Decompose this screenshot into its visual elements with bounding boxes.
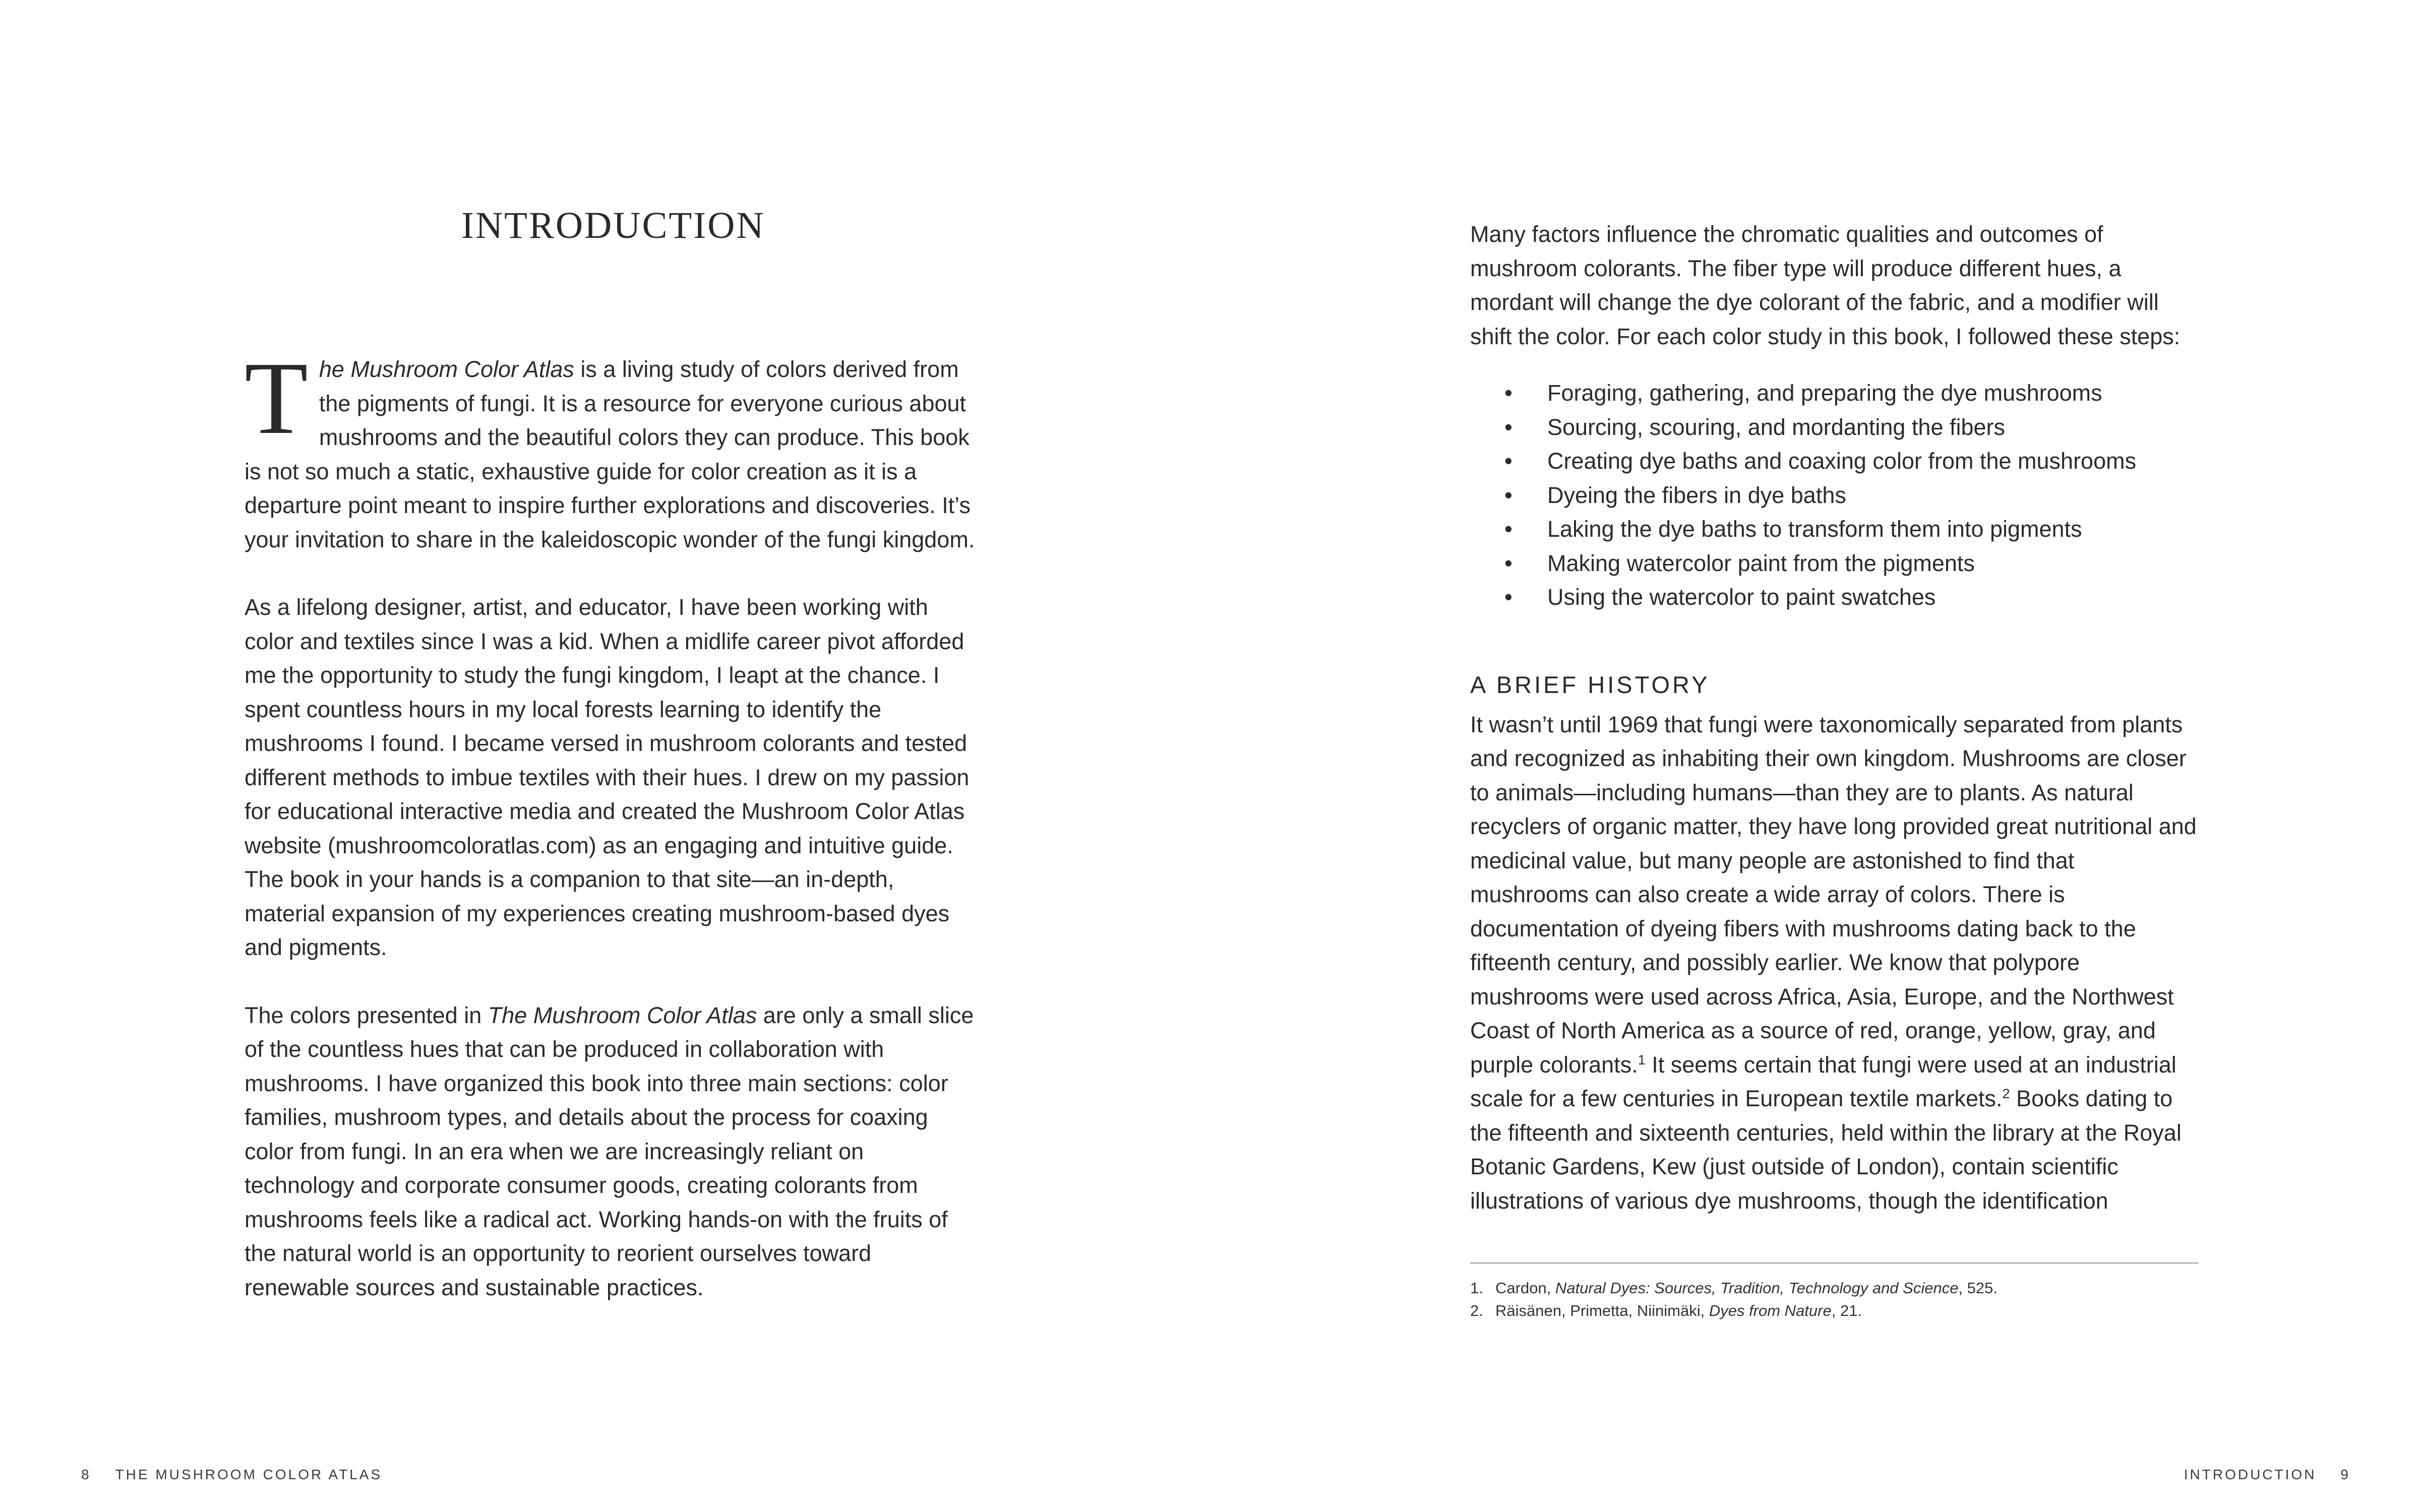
footnote-ref: 1 [1638, 1052, 1646, 1067]
footnote-page: , 21. [1831, 1302, 1862, 1319]
footnote-number: 1. [1470, 1279, 1483, 1297]
list-item-text: Dyeing the fibers in dye baths [1547, 482, 1846, 508]
footnote-ref: 2 [2002, 1086, 2010, 1101]
footnotes [1470, 1277, 2199, 1322]
paragraph-text: are only a small slice of the countless hues that can be produced in collaboration with mushrooms. I have organized this book into three main sections: color families, mushroom types, and details about the process for coaxing color from fungi. In an era when we are increasingly reliant on technology and corporate consumer goods, creating colorants from mushrooms feels like a radical act. Working hands-on with the fruits of the natural world is an opportunity to reorient ourselves toward renewable sources and sustainable practices. [245, 1002, 974, 1300]
chapter-title: INTRODUCTION [461, 205, 765, 246]
footnote [1470, 1299, 2199, 1322]
left-footer [81, 1467, 382, 1483]
factors-paragraph: Many factors influence the chromatic qualities and outcomes of mushroom colorants. The fiber type will produce different hues, a mordant will change the dye colorant of the fabric, and a modifier will shift the color. For each color study in this book, I followed these steps: [1470, 221, 2181, 349]
running-head: INTRODUCTION [2184, 1467, 2317, 1482]
list-item [1470, 444, 2199, 478]
paragraph-text: The colors presented in [245, 1002, 488, 1028]
steps-list [1470, 376, 2199, 614]
bullet-icon: • [1504, 448, 1512, 474]
footnote-text [1495, 1299, 1862, 1322]
list-item-text: Foraging, gathering, and preparing the dye mushrooms [1547, 380, 2102, 406]
history-paragraph [1470, 708, 2199, 1218]
list-item [1470, 410, 2199, 445]
footnote-divider [1470, 1263, 2199, 1264]
intro-paragraph-1 [245, 340, 976, 556]
bullet-icon: • [1504, 380, 1512, 406]
right-page [1210, 0, 2421, 1512]
bullet-icon: • [1504, 584, 1512, 610]
paragraph-text: Books dating to the fifteenth and sixteenth centuries, held within the library at the Royal Botanic Gardens, Kew (just outside of London), contain scientific illustrations of various dye mushrooms, though the identification [1470, 1086, 2182, 1214]
footnote-author: Cardon, [1495, 1279, 1555, 1297]
bullet-icon: • [1504, 550, 1512, 576]
list-item [1470, 580, 2199, 614]
list-item [1470, 376, 2199, 410]
list-item [1470, 478, 2199, 513]
list-item-text: Using the watercolor to paint swatches [1547, 584, 1936, 610]
right-body-column [1470, 217, 2199, 1218]
book-title-italic: The Mushroom Color Atlas [488, 1002, 757, 1028]
list-item [1470, 512, 2199, 546]
drop-cap: T [245, 340, 308, 456]
footnote-number: 2. [1470, 1302, 1483, 1319]
page-number: 9 [2340, 1467, 2350, 1482]
page-number: 8 [81, 1467, 91, 1482]
left-page [0, 0, 1210, 1512]
list-item-text: Creating dye baths and coaxing color from the mushrooms [1547, 448, 2137, 474]
bullet-icon: • [1504, 414, 1512, 440]
section-heading: A BRIEF HISTORY [1470, 671, 1710, 698]
paragraph-text: is a living study of colors derived from the pigments of fungi. It is a resource for everyone curious about mushrooms and the beautiful colors they can produce. This book is not so much a static, exhaustive guide for color creation as it is a departure point meant to inspire further explorations and discoveries. It’s your invitation to share in the kaleidoscopic wonder of the fungi kingdom. [245, 356, 975, 552]
list-item-text: Making watercolor paint from the pigments [1547, 550, 1975, 576]
bullet-icon: • [1504, 482, 1512, 508]
footnote-page: , 525. [1958, 1279, 1998, 1297]
left-body-column [245, 340, 976, 1304]
paragraph-text: It wasn’t until 1969 that fungi were taxonomically separated from plants and recognized as inhabiting their own kingdom. Mushrooms are closer to animals—including humans—than they are to plants. As natural recyclers of organic matter, they have long provided great nutritional and medicinal value, but many people are astonished to find that mushrooms can also create a wide array of colors. There is documentation of dyeing fibers with mushrooms dating back to the fifteenth century, and possibly earlier. We know that polypore mushrooms were used across Africa, Asia, Europe, and the Northwest Coast of North America as a source of red, orange, yellow, gray, and purple colorants. [1470, 711, 2197, 1078]
list-item-text: Sourcing, scouring, and mordanting the fibers [1547, 414, 2006, 440]
paragraph-text: It seems certain that fungi were used at an industrial scale for a few centuries in European textile markets. [1470, 1051, 2176, 1111]
book-title-italic: he Mushroom Color Atlas [319, 356, 574, 382]
bullet-icon: • [1504, 516, 1512, 542]
footnote [1470, 1277, 2199, 1299]
running-head: THE MUSHROOM COLOR ATLAS [115, 1467, 383, 1482]
right-footer [2184, 1467, 2350, 1483]
intro-paragraph-3 [245, 998, 976, 1305]
footnote-title: Natural Dyes: Sources, Tradition, Technology and Science [1555, 1279, 1959, 1297]
list-item-text: Laking the dye baths to transform them into pigments [1547, 516, 2082, 542]
footnote-text [1495, 1277, 1998, 1299]
footnote-author: Räisänen, Primetta, Niinimäki, [1495, 1302, 1709, 1319]
list-item [1470, 546, 2199, 581]
footnote-title: Dyes from Nature [1709, 1302, 1832, 1319]
intro-paragraph-2: As a lifelong designer, artist, and educator, I have been working with color and textiles since I was a kid. When a midlife career pivot afforded me the opportunity to study the fungi kingdom, I leapt at the chance. I spent countless hours in my local forests learning to identify the mushrooms I found. I became versed in mushroom colorants and tested different methods to imbue textiles with their hues. I drew on my passion for educational interactive media and created the Mushroom Color Atlas website (mushroomcoloratlas.com) as an engaging and intuitive guide. The book in your hands is a companion to that site—an in-depth, material expansion of my experiences creating mushroom-based dyes and pigments. [245, 594, 970, 960]
